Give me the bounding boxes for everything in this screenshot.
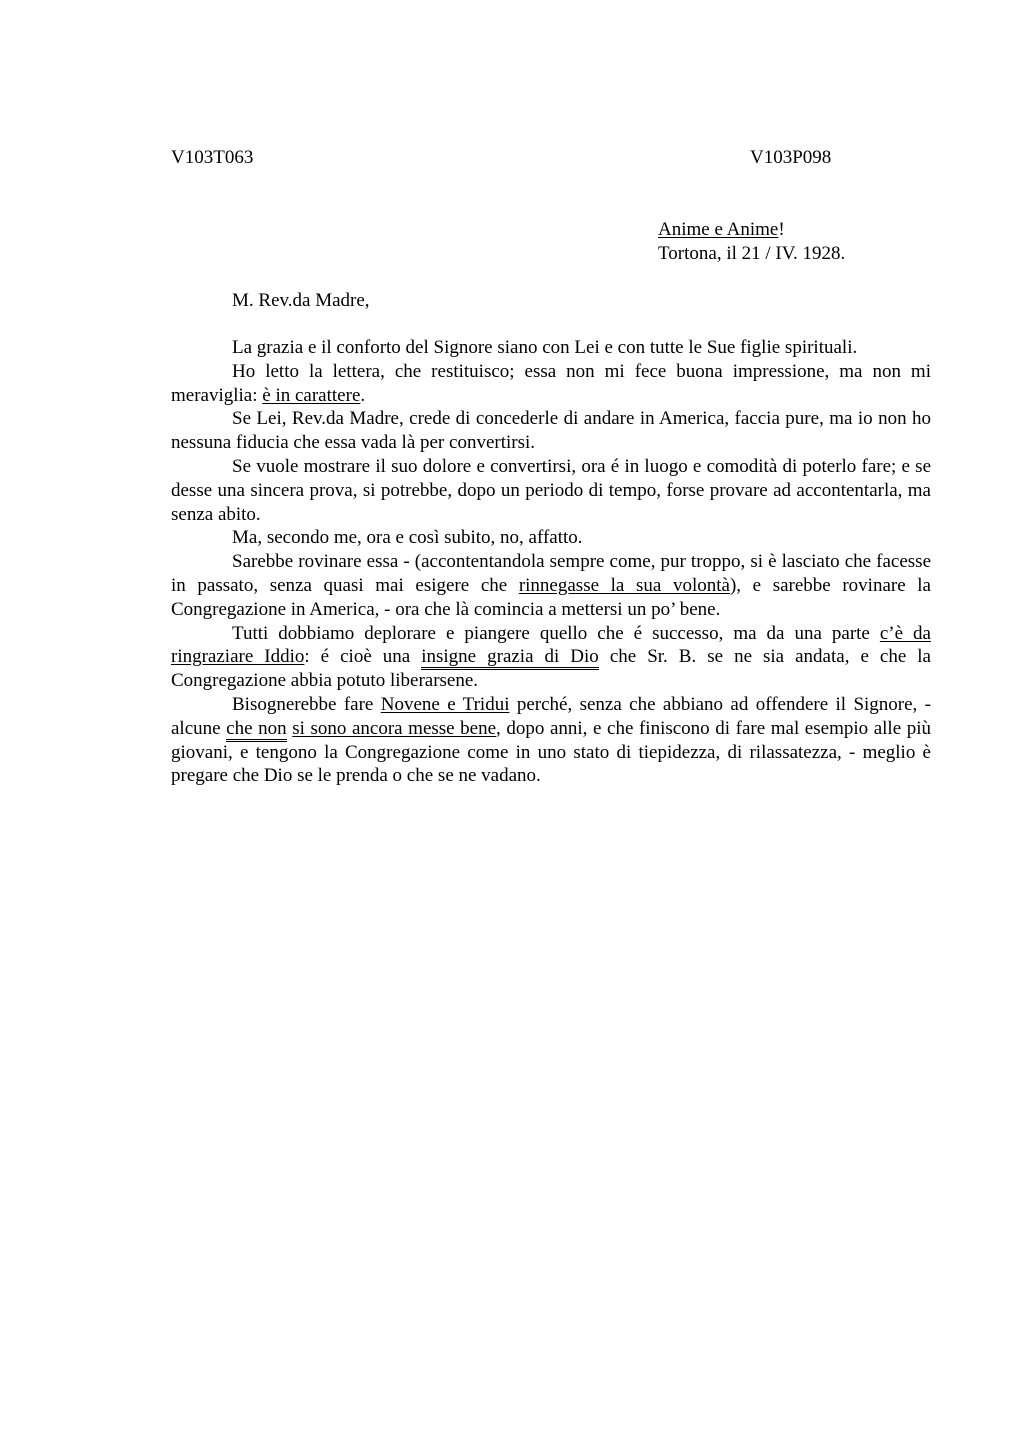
paragraph-text: Tutti dobbiamo deplorare e piangere quello che é successo, ma da una parte [232, 622, 880, 644]
motto: Anime e Anime [658, 219, 779, 240]
letter-paragraph [171, 360, 931, 408]
paragraph-text: Se Lei, Rev.da Madre, crede di concederle di andare in America, faccia pure, ma io non ho nessuna fiducia che essa vada là per convertirsi. [171, 408, 931, 454]
motto-line [658, 218, 785, 242]
letter-paragraph [171, 622, 931, 693]
header-left-code: V103T063 [171, 147, 254, 168]
motto-suffix: ! [778, 219, 785, 240]
emphasized-text: è in carattere [262, 384, 361, 406]
letter-paragraph [171, 550, 931, 621]
paragraph-text: . [360, 384, 366, 406]
emphasized-text: insigne grazia di Dio [421, 646, 599, 670]
place-date: Tortona, il 21 / IV. 1928. [658, 243, 846, 264]
emphasized-text: che non [226, 718, 286, 742]
paragraph-text: Ma, secondo me, ora e così subito, no, affatto. [232, 527, 583, 549]
emphasized-text: si sono ancora messe bene [292, 717, 497, 739]
paragraph-text: perché, senza che abbiano ad offendere il Signore, - alcune [171, 693, 931, 739]
paragraph-text: ), e sarebbe rovinare la Congregazione in America, - ora che là comincia a mettersi un po’ bene. [171, 574, 931, 620]
paragraph-text: , dopo anni, e che finiscono di fare mal esempio alle più giovani, e tengono la Congregazione come in uno stato di tiepidezza, di rilassatezza, - meglio è pregare che Dio se le prenda o che se ne vadano. [171, 717, 931, 787]
letter-paragraph [171, 526, 931, 550]
paragraph-text: Ho letto la lettera, che restituisco; essa non mi fece buona impressione, ma non mi meraviglia: [171, 360, 931, 406]
letter-body [171, 336, 931, 788]
emphasized-text: Novene e Tridui [380, 693, 510, 715]
emphasized-text: rinnegasse la sua volontà [518, 574, 730, 596]
salutation: M. Rev.da Madre, [232, 290, 370, 311]
letter-paragraph [171, 455, 931, 526]
header-right-code: V103P098 [750, 147, 832, 168]
letter-paragraph [171, 693, 931, 788]
paragraph-text: Bisognerebbe fare [232, 693, 381, 715]
letter-paragraph [171, 407, 931, 455]
paragraph-text: La grazia e il conforto del Signore siano con Lei e con tutte le Sue figlie spirituali. [232, 337, 858, 358]
paragraph-text: Sarebbe rovinare essa - (accontentandola sempre come, pur troppo, si è lasciato che facesse in passato, senza quasi mai esigere che [171, 551, 931, 596]
emphasized-text: c’è da ringraziare Iddio [171, 622, 931, 668]
letter-paragraph [171, 336, 931, 360]
paragraph-text: : é cioè una [304, 646, 422, 668]
paragraph-text: che Sr. B. se ne sia andata, e che la Congregazione abbia potuto liberarsene. [171, 646, 931, 692]
paragraph-text: Se vuole mostrare il suo dolore e convertirsi, ora é in luogo e comodità di poterlo fare; e se desse una sincera prova, si potrebbe, dopo un periodo di tempo, forse provare ad accontentarla, ma senza abito. [171, 455, 931, 525]
